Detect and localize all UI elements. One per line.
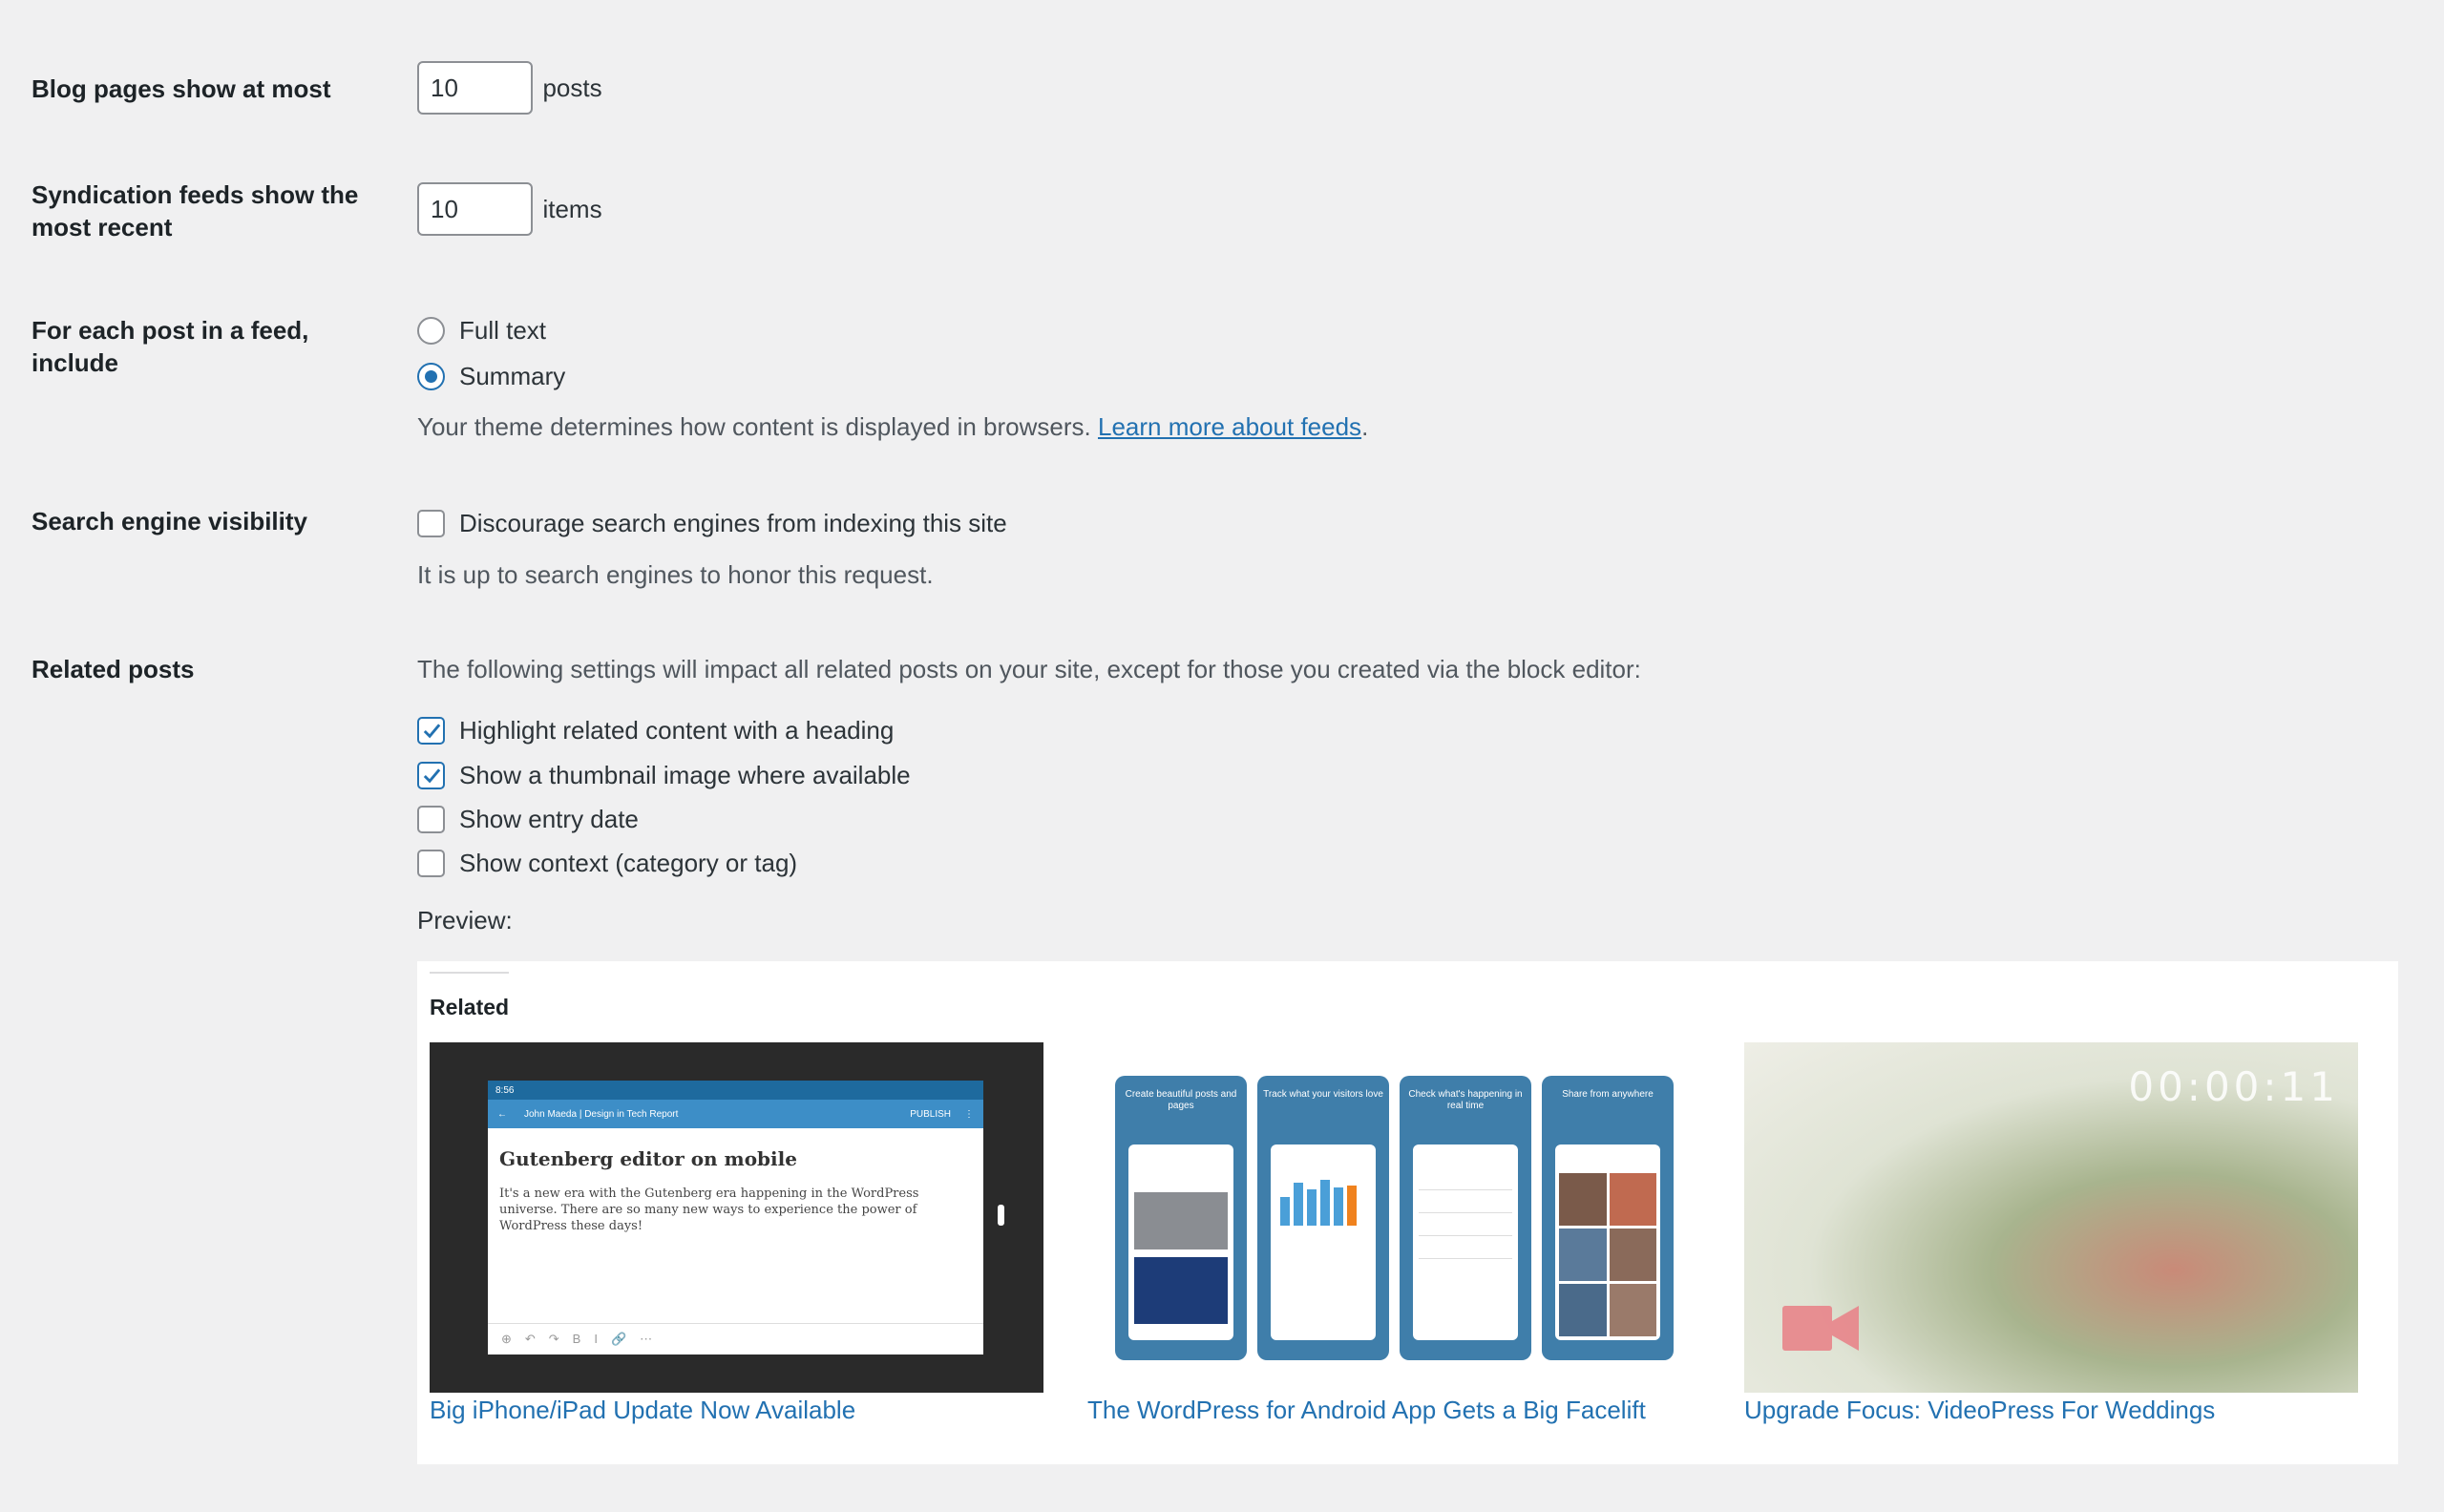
show-date-checkbox[interactable] bbox=[417, 806, 445, 833]
syndication-label-line1: Syndication feeds show the bbox=[32, 180, 359, 209]
checkmark-icon bbox=[421, 765, 443, 787]
full-text-radio[interactable] bbox=[417, 317, 445, 345]
feed-description bbox=[417, 412, 1368, 442]
preview-label: Preview: bbox=[417, 906, 513, 934]
phone-panel-4 bbox=[1542, 1076, 1674, 1360]
discourage-search-checkbox[interactable] bbox=[417, 510, 445, 537]
image-block-1 bbox=[1134, 1192, 1228, 1250]
show-context-checkbox[interactable] bbox=[417, 850, 445, 877]
related-option-heading[interactable] bbox=[417, 715, 894, 746]
stats-bar-chart bbox=[1280, 1178, 1366, 1226]
related-posts-intro: The following settings will impact all related posts on your site, except for those you created via the block editor: bbox=[417, 655, 1641, 683]
app-bar bbox=[488, 1100, 983, 1128]
back-arrow-icon: ← bbox=[497, 1108, 507, 1120]
phone-screen-1 bbox=[1128, 1144, 1233, 1340]
search-visibility-option[interactable] bbox=[417, 508, 1007, 538]
status-bar bbox=[488, 1081, 983, 1100]
status-time: 8:56 bbox=[495, 1084, 515, 1096]
feed-option-summary[interactable] bbox=[417, 361, 565, 391]
discourage-search-label: Discourage search engines from indexing this site bbox=[459, 508, 1007, 537]
syndication-label bbox=[32, 178, 375, 243]
editor-body: It's a new era with the Gutenberg era happening in the WordPress universe. There are so many new ways to experience the power of WordPress these days! bbox=[499, 1186, 919, 1233]
syndication-input[interactable] bbox=[417, 182, 533, 236]
related-divider bbox=[430, 972, 509, 974]
phone-panel-2 bbox=[1257, 1076, 1389, 1360]
search-visibility-description: It is up to search engines to honor this request. bbox=[417, 560, 934, 589]
app-bar-title: John Maeda | Design in Tech Report bbox=[524, 1108, 679, 1120]
editor-toolbar-icons: ⊕↶↷BI🔗⋯ bbox=[501, 1332, 666, 1346]
full-text-label: Full text bbox=[459, 315, 547, 345]
toolbar-divider bbox=[488, 1323, 983, 1324]
learn-more-feeds-link[interactable]: Learn more about feeds bbox=[1097, 412, 1362, 441]
related-thumb-2[interactable] bbox=[1087, 1042, 1701, 1393]
publish-label: PUBLISH bbox=[910, 1108, 951, 1120]
related-heading: Related bbox=[430, 995, 510, 1019]
phone-screen-2 bbox=[1271, 1144, 1376, 1340]
phone-screen bbox=[488, 1081, 983, 1354]
blog-pages-unit: posts bbox=[542, 73, 602, 102]
related-thumb-1[interactable] bbox=[430, 1042, 1043, 1393]
editor-heading: Gutenberg editor on mobile bbox=[499, 1147, 797, 1170]
summary-label: Summary bbox=[459, 361, 566, 390]
related-preview bbox=[417, 961, 2398, 1464]
related-posts-label: Related posts bbox=[32, 655, 195, 683]
related-option-date[interactable] bbox=[417, 804, 639, 834]
feed-include-label-line2: include bbox=[32, 348, 119, 377]
phone-caption-4: Share from anywhere bbox=[1562, 1089, 1654, 1100]
related-title-1[interactable]: Big iPhone/iPad Update Now Available bbox=[430, 1396, 856, 1424]
phone-screen-3 bbox=[1413, 1144, 1518, 1340]
highlight-heading-checkbox[interactable] bbox=[417, 717, 445, 745]
related-title-2[interactable]: The WordPress for Android App Gets a Big Facelift bbox=[1087, 1396, 1646, 1424]
blog-pages-field bbox=[417, 61, 602, 115]
feed-include-label-line1: For each post in a feed, bbox=[32, 316, 309, 345]
highlight-heading-label: Highlight related content with a heading bbox=[459, 715, 895, 745]
syndication-field bbox=[417, 182, 602, 236]
checkmark-icon bbox=[421, 720, 443, 742]
phone-panel-1 bbox=[1115, 1076, 1247, 1360]
blog-pages-input[interactable] bbox=[417, 61, 533, 115]
image-block-2 bbox=[1134, 1257, 1228, 1324]
feed-description-text: Your theme determines how content is displayed in browsers. bbox=[417, 412, 1091, 441]
search-visibility-label: Search engine visibility bbox=[32, 507, 307, 536]
feed-description-period: . bbox=[1361, 412, 1369, 441]
show-context-label: Show context (category or tag) bbox=[459, 848, 798, 877]
related-thumb-3[interactable] bbox=[1744, 1042, 2358, 1393]
show-date-label: Show entry date bbox=[459, 804, 639, 833]
phone-panel-3 bbox=[1400, 1076, 1531, 1360]
related-option-context[interactable] bbox=[417, 848, 797, 878]
related-option-thumbnail[interactable] bbox=[417, 760, 911, 790]
syndication-label-line2: most recent bbox=[32, 213, 173, 242]
show-thumbnail-checkbox[interactable] bbox=[417, 762, 445, 789]
show-thumbnail-label: Show a thumbnail image where available bbox=[459, 760, 911, 789]
feed-include-label bbox=[32, 314, 375, 379]
related-title-3[interactable]: Upgrade Focus: VideoPress For Weddings bbox=[1744, 1396, 2216, 1424]
feed-option-full-text[interactable] bbox=[417, 315, 546, 346]
phone-screen-4 bbox=[1555, 1144, 1660, 1340]
overflow-menu-icon: ⋮ bbox=[964, 1108, 974, 1120]
summary-radio[interactable] bbox=[417, 363, 445, 390]
phone-caption-2: Track what your visitors love bbox=[1263, 1089, 1383, 1100]
blog-pages-label: Blog pages show at most bbox=[32, 74, 331, 103]
video-camera-icon bbox=[1782, 1302, 1859, 1359]
video-timecode: 00:00:11 bbox=[2128, 1063, 2339, 1110]
scroll-handle bbox=[998, 1205, 1004, 1226]
phone-caption-3: Check what's happening in real time bbox=[1408, 1089, 1523, 1111]
phone-caption-1: Create beautiful posts and pages bbox=[1125, 1089, 1237, 1111]
syndication-unit: items bbox=[542, 194, 602, 223]
